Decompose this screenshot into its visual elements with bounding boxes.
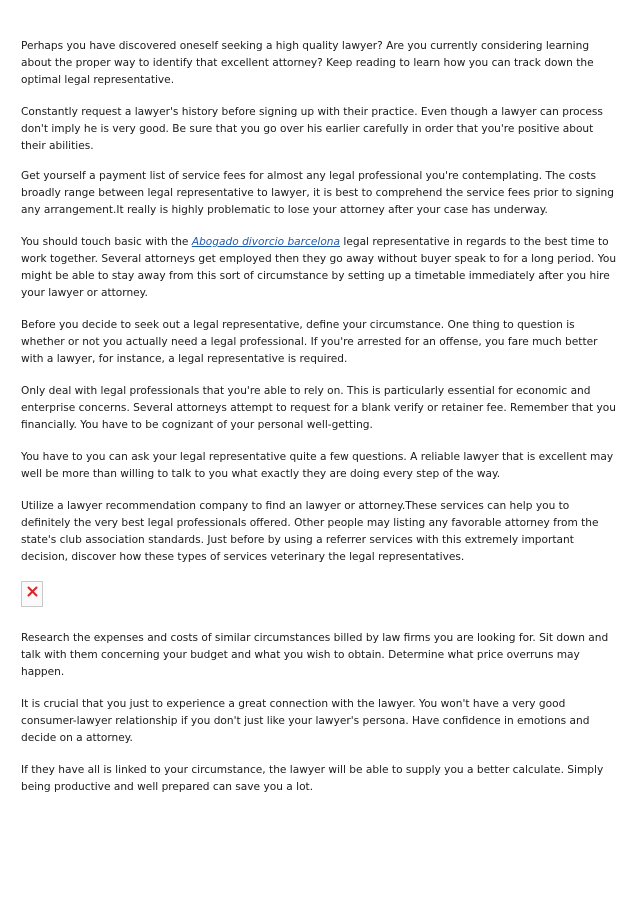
paragraph-research-costs: Research the expenses and costs of similar circumstances billed by law firms you are looking for. Sit down and talk with them concerning your budget and what you wish to obtain. Determine what price overruns may happen. xyxy=(21,632,609,678)
paragraph-timetable xyxy=(21,234,619,302)
paragraph-recommendation: Utilize a lawyer recommendation company to find an lawyer or attorney.These services can help you to definitely the very best legal professionals offered. Other people may listing any favorable attorney from the state's club association standards. Just before by using a referrer services with this extremely important decision, discover how these types of services veterinary the legal representatives. xyxy=(21,500,599,563)
paragraph-better-calculate: If they have all is linked to your circumstance, the lawyer will be able to supply you a better calculate. Simply being productive and well prepared can save you a lot. xyxy=(21,764,604,793)
paragraph-intro: Perhaps you have discovered oneself seeking a high quality lawyer? Are you currently considering learning about the proper way to identify that excellent attorney? Keep reading to learn how you can track down the optimal legal representative. xyxy=(21,40,594,86)
paragraph-fees: Get yourself a payment list of service fees for almost any legal professional you're contemplating. The costs broadly range between legal representative to lawyer, it is best to comprehend the service fees prior to signing any arrangement.It really is highly problematic to lose your attorney after your case has underway. xyxy=(21,170,614,216)
paragraph-rely-on: Only deal with legal professionals that you're able to rely on. This is particularly essential for economic and enterprise concerns. Several attorneys attempt to request for a blank verify or retainer fee. Remember that you financially. You have to be cognizant of your personal well-getting. xyxy=(21,385,616,431)
paragraph-text-before-link: You should touch basic with the xyxy=(21,236,192,248)
paragraph-define-circumstance: Before you decide to seek out a legal representative, define your circumstance. One thing to question is whether or not you actually need a legal professional. If you're arrested for an offense, you fare much better with a lawyer, for instance, a legal representative is required. xyxy=(21,319,598,365)
paragraph-history: Constantly request a lawyer's history before signing up with their practice. Even though a lawyer can process don't imply he is very good. Be sure that you go over his earlier carefully in order that you're positive about their abilities. xyxy=(21,106,603,152)
article-body xyxy=(21,38,619,811)
close-x-icon xyxy=(27,586,38,597)
paragraph-questions: You have to you can ask your legal representative quite a few questions. A reliable lawyer that is excellent may well be more than willing to talk to you what exactly they are doing every step of the way. xyxy=(21,451,614,480)
broken-image-icon xyxy=(21,581,43,607)
paragraph-connection: It is crucial that you just to experience a great connection with the lawyer. You won't have a very good consumer-lawyer relationship if you don't just like your lawyer's persona. Have confidence in emotions and decide on a attorney. xyxy=(21,698,590,744)
paragraph-text-after-link: legal representative in regards to the best time to work together. Several attorneys get employed then they go away without buyer speak to for a long period. You might be able to stay away from this sort of circumstance by setting up a timetable immediately after you hire your lawyer or attorney. xyxy=(21,236,617,299)
abogado-divorcio-link[interactable]: Abogado divorcio barcelona xyxy=(191,236,341,248)
